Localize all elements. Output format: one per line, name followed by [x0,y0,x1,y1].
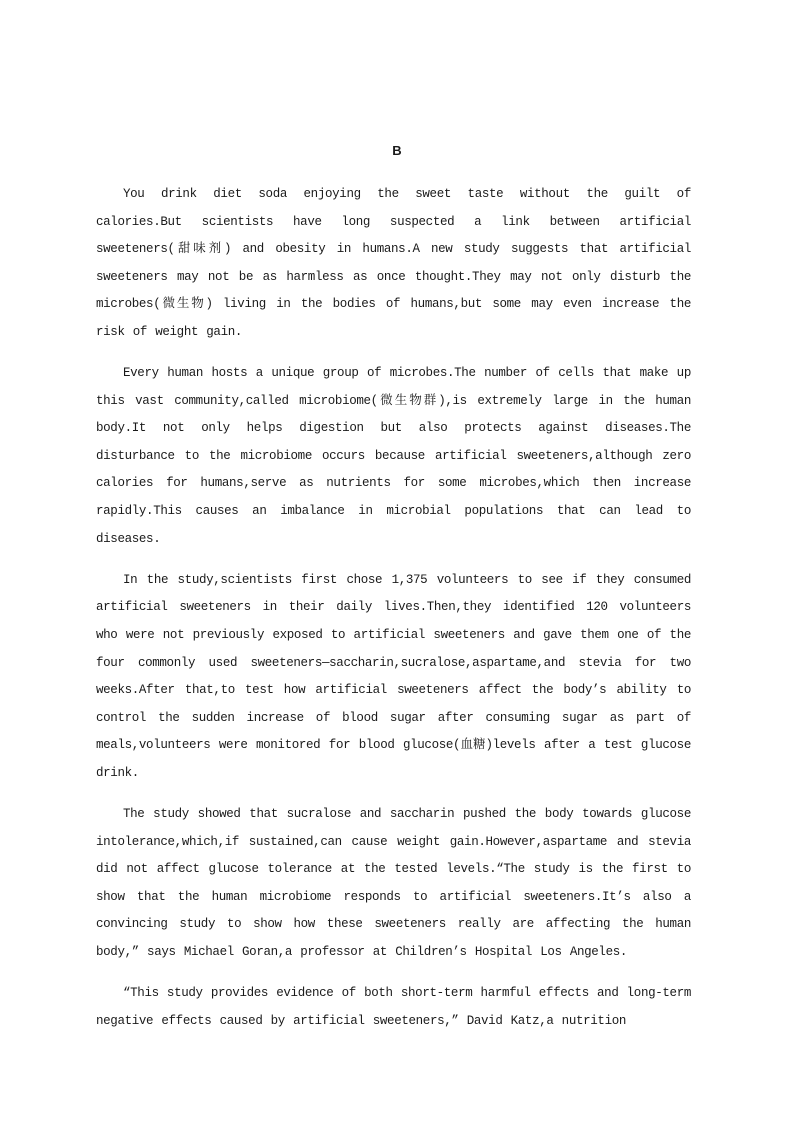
paragraph-5: “This study provides evidence of both short-term harmful effects and long-term negative effects caused by artificial sweeteners,” David Katz,a nutrition [96,986,691,1028]
section-heading: B [392,143,402,158]
paragraph-1: You drink diet soda enjoying the sweet taste without the guilt of calories.But scientists have long suspected a link between artificial sweeteners(甜味剂) and obesity in humans.A new study suggests that artificial sweeteners may not be as harmless as once thought.They may not only disturb the microbes(微生物) living in the bodies of humans,but some may even increase the risk of weight gain. [96,187,691,339]
article-body [96,181,691,1049]
paragraph-3: In the study,scientists first chose 1,375 volunteers to see if they consumed artificial sweeteners in their daily lives.Then,they identified 120 volunteers who were not previously exposed to artificial sweeteners and gave them one of the four commonly used sweeteners—saccharin,sucralose,aspartame,and stevia for two weeks.After that,to test how artificial sweeteners affect the body’s ability to control the sudden increase of blood sugar after consuming sugar as part of meals,volunteers were monitored for blood glucose(血糖)levels after a test glucose drink. [96,572,691,780]
paragraph-2: Every human hosts a unique group of microbes.The number of cells that make up this vast community,called microbiome(微生物群),is extremely large in the human body.It not only helps digestion but also protects against diseases.The disturbance to the microbiome occurs because artificial sweeteners,although zero calories for humans,serve as nutrients for some microbes,which then increase rapidly.This causes an imbalance in microbial populations that can lead to diseases. [96,366,691,546]
paragraph-4: The study showed that sucralose and saccharin pushed the body towards glucose intolerance,which,if sustained,can cause weight gain.However,aspartame and stevia did not affect glucose tolerance at the tested levels.“The study is the first to show that the human microbiome responds to artificial sweeteners.It’s also a convincing study to show how these sweeteners really are affecting the human body,” says Michael Goran,a professor at Children’s Hospital Los Angeles. [96,806,691,959]
